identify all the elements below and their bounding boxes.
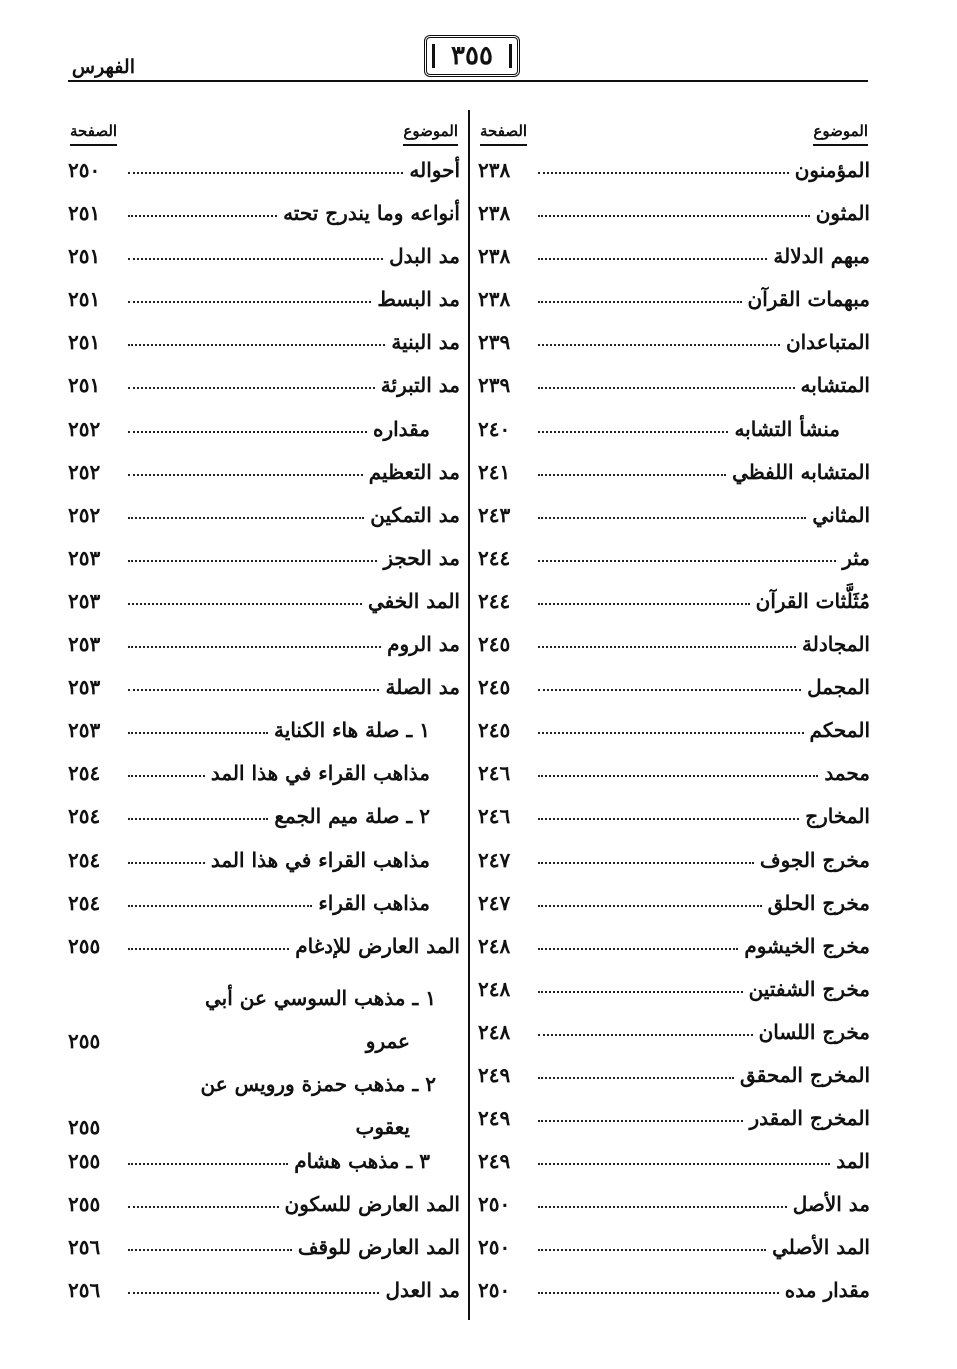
dot-leader (538, 431, 728, 433)
index-entry (68, 158, 460, 201)
index-entry (478, 1149, 870, 1192)
entry-title: مبهم الدلالة (773, 244, 870, 269)
entry-title: المثاني (812, 502, 870, 527)
entry-page: ٢٣٩ (478, 330, 511, 355)
entry-title: ١ ـ مذهب السوسي عن أبي (204, 985, 436, 1010)
entry-page: ٢٥٣ (68, 675, 101, 700)
entry-page: ٢٤٥ (478, 632, 511, 657)
dot-leader (128, 862, 205, 864)
entry-page: ٢٥٠ (478, 1192, 511, 1217)
dot-leader (538, 732, 804, 734)
index-entry (68, 761, 460, 804)
entry-page: ٢٥٠ (478, 1278, 511, 1303)
entry-title: مد البدل (389, 244, 460, 269)
index-entry (68, 373, 460, 416)
dot-leader (128, 732, 268, 734)
index-entry (68, 632, 460, 675)
index-entry (478, 848, 870, 891)
entry-title: مقدار مده (784, 1278, 870, 1303)
entry-page: ٢٥٣ (68, 545, 101, 570)
entry-title: المتباعدان (785, 330, 870, 355)
dot-leader (128, 905, 312, 907)
index-entry (68, 804, 460, 847)
entry-title: مخرج الحلق (767, 890, 870, 915)
entry-title: ٢ ـ صلة ميم الجمع (274, 804, 430, 829)
dot-leader (538, 474, 726, 476)
dot-leader (538, 560, 836, 562)
dot-leader (538, 689, 801, 691)
entry-page: ٢٤٣ (478, 502, 511, 527)
entry-title: مقداره (372, 416, 430, 441)
entry-title-continued: يعقوب (355, 1115, 410, 1140)
header-rule (68, 80, 868, 82)
dot-leader (128, 474, 363, 476)
entry-title: المتشابه (800, 373, 870, 398)
entry-page: ٢٥٥ (68, 1192, 101, 1217)
entry-title: المثون (815, 201, 870, 226)
entry-title: ١ ـ صلة هاء الكناية (274, 718, 430, 743)
entry-page: ٢٥٠ (478, 1235, 511, 1260)
index-entry (68, 287, 460, 330)
index-entry (478, 891, 870, 934)
index-entry (478, 1106, 870, 1149)
entry-title: المد (836, 1149, 870, 1174)
entry-page: ٢٣٨ (478, 287, 511, 312)
index-entry (478, 1192, 870, 1235)
entry-title: مد التعظيم (368, 459, 460, 484)
entry-page: ٢٥٤ (68, 804, 101, 829)
entry-page: ٢٤٩ (478, 1106, 511, 1131)
entry-title: المتشابه اللفظي (732, 459, 870, 484)
dot-leader (538, 603, 750, 605)
index-entry (478, 460, 870, 503)
entry-title: مخرج الشفتين (748, 976, 870, 1001)
entry-title: مذاهب القراء (318, 890, 430, 915)
entry-page: ٢٤٠ (478, 416, 511, 441)
entry-page: ٢٤٦ (478, 761, 511, 786)
index-entry (478, 1020, 870, 1063)
entry-page: ٢٥٥ (68, 1028, 101, 1053)
dot-leader (128, 1249, 292, 1251)
dot-leader (128, 603, 362, 605)
index-column-right (478, 118, 870, 1322)
column-header (68, 118, 460, 158)
dot-leader (128, 1206, 279, 1208)
entry-page: ٢٣٨ (478, 158, 511, 182)
dot-leader (538, 818, 799, 820)
index-entry (68, 718, 460, 761)
entry-title: مخرج الجوف (759, 847, 870, 872)
entry-title-continued: عمرو (365, 1028, 410, 1053)
entry-page: ٢٥١ (68, 373, 101, 398)
entry-title: مد التبرئة (380, 373, 460, 398)
entry-title: مخرج الخيشوم (744, 933, 870, 958)
index-entry (478, 373, 870, 416)
index-entry (68, 244, 460, 287)
entry-page: ٢٤٧ (478, 847, 511, 872)
entry-page: ٢٤٦ (478, 804, 511, 829)
dot-leader (128, 646, 381, 648)
dot-leader (538, 1163, 830, 1165)
index-entry (68, 503, 460, 546)
entry-title: أنواعه وما يندرج تحته (283, 201, 460, 226)
dot-leader (128, 1292, 379, 1294)
index-entry (68, 1149, 460, 1192)
index-entry (68, 460, 460, 503)
index-entry (478, 718, 870, 761)
index-entry (478, 589, 870, 632)
entry-title: مد العدل (385, 1278, 460, 1303)
entry-title: منشأ التشابه (734, 416, 840, 441)
dot-leader (128, 1163, 288, 1165)
entry-title: المد العارض للوقف (297, 1235, 460, 1260)
dot-leader (538, 646, 796, 648)
index-entry (68, 1063, 460, 1149)
dot-leader (538, 1249, 766, 1251)
dot-leader (538, 258, 767, 260)
index-entry (478, 1235, 870, 1278)
entry-page: ٢٥٤ (68, 890, 101, 915)
entry-title: مد الصلة (385, 675, 460, 700)
entry-title: مد التمكين (370, 502, 460, 527)
index-entry (68, 1192, 460, 1235)
dot-leader (128, 775, 205, 777)
dot-leader (538, 905, 762, 907)
entry-page: ٢٥٢ (68, 416, 101, 441)
entry-page: ٢٥٥ (68, 1115, 101, 1140)
entry-page: ٢٤٩ (478, 1062, 511, 1087)
entry-page: ٢٤١ (478, 459, 511, 484)
index-entry (68, 891, 460, 934)
dot-leader (128, 215, 277, 217)
entry-title: ٢ ـ مذهب حمزة ورويس عن (200, 1071, 436, 1096)
dot-leader (538, 948, 738, 950)
index-entry (478, 675, 870, 718)
index-entry (478, 761, 870, 804)
index-entry (478, 977, 870, 1020)
page-header: الصفحة (70, 122, 117, 146)
entry-page: ٢٤٨ (478, 1019, 511, 1044)
entry-page: ٢٥٠ (68, 158, 101, 182)
entry-page: ٢٥١ (68, 287, 101, 312)
page-number (424, 35, 520, 77)
dot-leader (538, 387, 795, 389)
entry-page: ٢٤٥ (478, 718, 511, 743)
entry-page: ٢٥١ (68, 330, 101, 355)
entry-page: ٢٥٥ (68, 1149, 101, 1174)
entry-title: محمد (824, 761, 870, 786)
entry-title: مبهمات القرآن (747, 287, 870, 312)
entry-title: المخرج المحقق (740, 1062, 870, 1087)
entry-page: ٢٤٤ (478, 545, 511, 570)
dot-leader (538, 862, 754, 864)
dot-leader (538, 775, 818, 777)
entry-title: المد العارض للإدغام (295, 933, 460, 958)
index-entry (68, 201, 460, 244)
index-entry (68, 546, 460, 589)
page-header: الصفحة (480, 122, 527, 146)
index-entry (478, 934, 870, 977)
entry-title: المجمل (807, 675, 870, 700)
index-entry (68, 417, 460, 460)
index-entry (478, 1278, 870, 1321)
index-entry (68, 589, 460, 632)
dot-leader (538, 1034, 753, 1036)
index-entry (68, 330, 460, 373)
entry-title: المد العارض للسكون (284, 1192, 460, 1217)
dot-leader (538, 344, 780, 346)
index-entry (478, 546, 870, 589)
entry-title: أحواله (409, 158, 460, 182)
entry-page: ٢٤٨ (478, 976, 511, 1001)
entry-title: المحكم (809, 718, 870, 743)
index-entry (68, 934, 460, 977)
column-header (478, 118, 870, 158)
index-entry (68, 848, 460, 891)
entry-title: المد الخفي (367, 588, 460, 613)
entry-title: المؤمنون (794, 158, 870, 182)
dot-leader (128, 344, 385, 346)
entry-title: مد الحجز (383, 545, 460, 570)
dot-leader (128, 431, 367, 433)
entry-page: ٢٥٤ (68, 761, 101, 786)
entry-title: مد الأصل (792, 1192, 870, 1217)
dot-leader (538, 215, 810, 217)
dot-leader (538, 1077, 734, 1079)
entry-title: مثر (842, 545, 870, 570)
index-entry (478, 287, 870, 330)
dot-leader (128, 517, 364, 519)
dot-leader (538, 1206, 787, 1208)
entry-page: ٢٣٨ (478, 244, 511, 269)
entry-page: ٢٥١ (68, 244, 101, 269)
entry-title: ٣ ـ مذهب هشام (294, 1149, 430, 1174)
entry-page: ٢٥٦ (68, 1235, 101, 1260)
index-entry (478, 503, 870, 546)
entry-title: المد الأصلي (772, 1235, 870, 1260)
dot-leader (128, 301, 371, 303)
entry-title: المجادلة (802, 632, 870, 657)
index-entry (478, 330, 870, 373)
entry-page: ٢٥٢ (68, 459, 101, 484)
index-entry (478, 632, 870, 675)
entry-title: مذاهب القراء في هذا المد (210, 847, 430, 872)
entry-page: ٢٤٤ (478, 588, 511, 613)
entry-title: مد الروم (387, 632, 460, 657)
index-entry (478, 417, 870, 460)
index-entry (478, 201, 870, 244)
index-entry (68, 977, 460, 1063)
dot-leader (538, 301, 742, 303)
dot-leader (128, 948, 289, 950)
topic-header: الموضوع (813, 122, 868, 146)
dot-leader (538, 172, 789, 174)
entry-page: ٢٥٣ (68, 632, 101, 657)
dot-leader (128, 818, 268, 820)
dot-leader (128, 387, 375, 389)
topic-header: الموضوع (403, 122, 458, 146)
entry-page: ٢٥٤ (68, 847, 101, 872)
dot-leader (128, 172, 403, 174)
entry-title: المخارج (805, 804, 870, 829)
entry-page: ٢٥٥ (68, 933, 101, 958)
dot-leader (128, 258, 383, 260)
index-entry (478, 804, 870, 847)
index-entry (68, 1278, 460, 1321)
entry-title: المخرج المقدر (749, 1106, 870, 1131)
entry-title: مُثَلَّثات القرآن (755, 588, 870, 613)
entry-title: مد البنية (391, 330, 460, 355)
entry-page: ٢٥٣ (68, 588, 101, 613)
entry-page: ٢٥٣ (68, 718, 101, 743)
index-entry (68, 675, 460, 718)
dot-leader (538, 991, 743, 993)
dot-leader (538, 1120, 743, 1122)
entry-page: ٢٤٨ (478, 933, 511, 958)
index-column-left (68, 118, 460, 1322)
index-entry (478, 158, 870, 201)
entry-page: ٢٥١ (68, 201, 101, 226)
entry-title: مذاهب القراء في هذا المد (210, 761, 430, 786)
index-entry (478, 244, 870, 287)
column-divider (468, 110, 470, 1320)
running-title: الفهرس (71, 56, 135, 78)
entry-page: ٢٣٨ (478, 201, 511, 226)
entry-page: ٢٥٦ (68, 1278, 101, 1303)
index-entry (478, 1063, 870, 1106)
entry-title: مد البسط (377, 287, 460, 312)
dot-leader (538, 517, 806, 519)
entry-title: مخرج اللسان (758, 1019, 870, 1044)
entry-page: ٢٥٢ (68, 502, 101, 527)
dot-leader (538, 1292, 779, 1294)
entry-page: ٢٤٥ (478, 675, 511, 700)
entry-page: ٢٣٩ (478, 373, 511, 398)
dot-leader (128, 560, 377, 562)
entry-page: ٢٤٩ (478, 1149, 511, 1174)
entry-page: ٢٤٧ (478, 890, 511, 915)
index-entry (68, 1235, 460, 1278)
dot-leader (128, 689, 379, 691)
page-number-text: ٣٥٥ (451, 41, 493, 71)
